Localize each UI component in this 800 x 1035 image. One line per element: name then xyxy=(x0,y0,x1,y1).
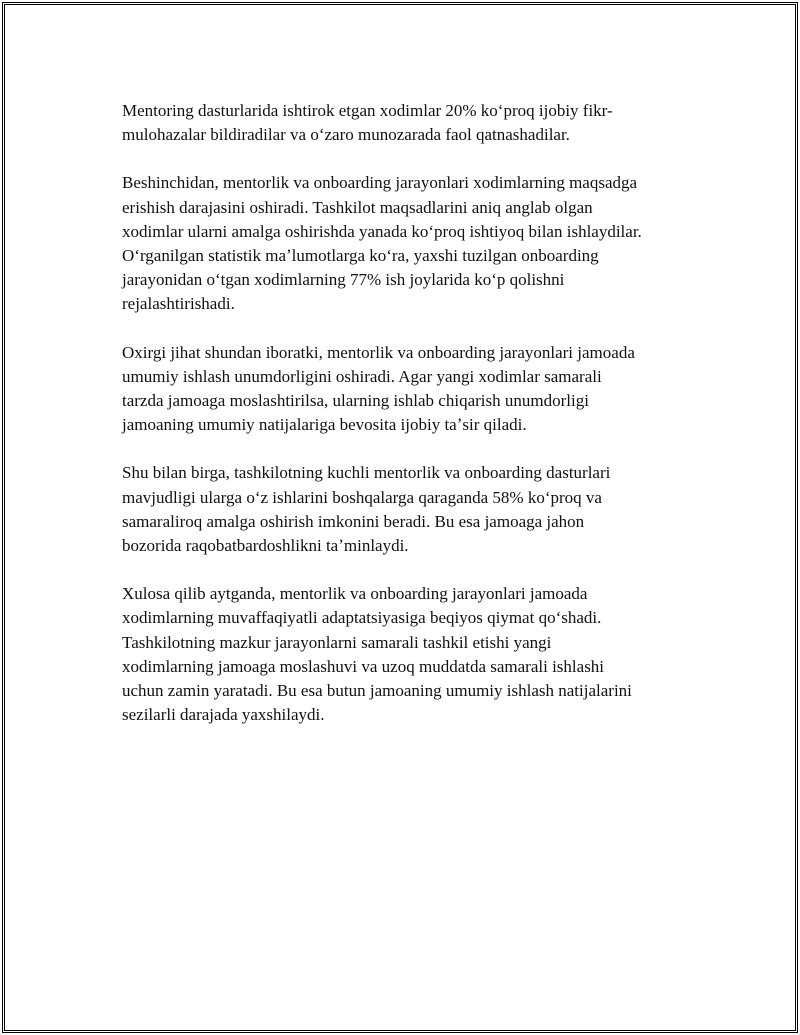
paragraph-2 xyxy=(122,171,692,316)
text-line: Xulosa qilib aytganda, mentorlik va onboarding jarayonlari jamoada xyxy=(122,584,588,604)
text-line: jarayonidan oʻtgan xodimlarning 77% ish joylarida koʻp qolishni xyxy=(122,270,565,290)
paragraph-5 xyxy=(122,582,692,727)
text-line: mulohazalar bildiradilar va oʻzaro munozarada faol qatnashadilar. xyxy=(122,125,570,145)
text-line: xodimlarning muvaffaqiyatli adaptatsiyasiga beqiyos qiymat qoʻshadi. xyxy=(122,608,602,628)
document-body xyxy=(122,99,692,751)
paragraph-4 xyxy=(122,461,692,558)
text-line: samaraliroq amalga oshirish imkonini beradi. Bu esa jamoaga jahon xyxy=(122,511,585,531)
text-line: Beshinchidan, mentorlik va onboarding jarayonlari xodimlarning maqsadga xyxy=(122,173,638,193)
text-line: mavjudligi ularga oʻz ishlarini boshqalarga qaraganda 58% koʻproq va xyxy=(122,487,602,507)
text-line: Tashkilotning mazkur jarayonlarni samarali tashkil etishi yangi xyxy=(122,632,552,652)
text-line: sezilarli darajada yaxshilaydi. xyxy=(122,705,325,725)
text-line: xodimlarning jamoaga moslashuvi va uzoq muddatda samarali ishlashi xyxy=(122,656,605,676)
text-line: tarzda jamoaga moslashtirilsa, ularning ishlab chiqarish unumdorligi xyxy=(122,391,589,411)
text-line: Oxirgi jihat shundan iboratki, mentorlik va onboarding jarayonlari jamoada xyxy=(122,342,635,362)
text-line: jamoaning umumiy natijalariga bevosita ijobiy taʼsir qiladi. xyxy=(122,415,527,435)
text-line: umumiy ishlash unumdorligini oshiradi. Agar yangi xodimlar samarali xyxy=(122,366,602,386)
text-line: Shu bilan birga, tashkilotning kuchli mentorlik va onboarding dasturlari xyxy=(122,463,611,483)
text-line: rejalashtirishadi. xyxy=(122,294,235,314)
text-line: Mentoring dasturlarida ishtirok etgan xodimlar 20% koʻproq ijobiy fikr- xyxy=(122,101,613,120)
text-line: Oʻrganilgan statistik maʼlumotlarga koʻra, yaxshi tuzilgan onboarding xyxy=(122,246,599,266)
page-border xyxy=(2,2,798,1033)
paragraph-1 xyxy=(122,99,692,147)
text-line: bozorida raqobatbardoshlikni taʼminlaydi. xyxy=(122,536,409,556)
text-line: erishish darajasini oshiradi. Tashkilot maqsadlarini aniq anglab olgan xyxy=(122,197,593,217)
paragraph-3 xyxy=(122,341,692,438)
text-line: uchun zamin yaratadi. Bu esa butun jamoaning umumiy ishlash natijalarini xyxy=(122,681,632,701)
text-line: xodimlar ularni amalga oshirishda yanada koʻproq ishtiyoq bilan ishlaydilar. xyxy=(122,221,642,241)
